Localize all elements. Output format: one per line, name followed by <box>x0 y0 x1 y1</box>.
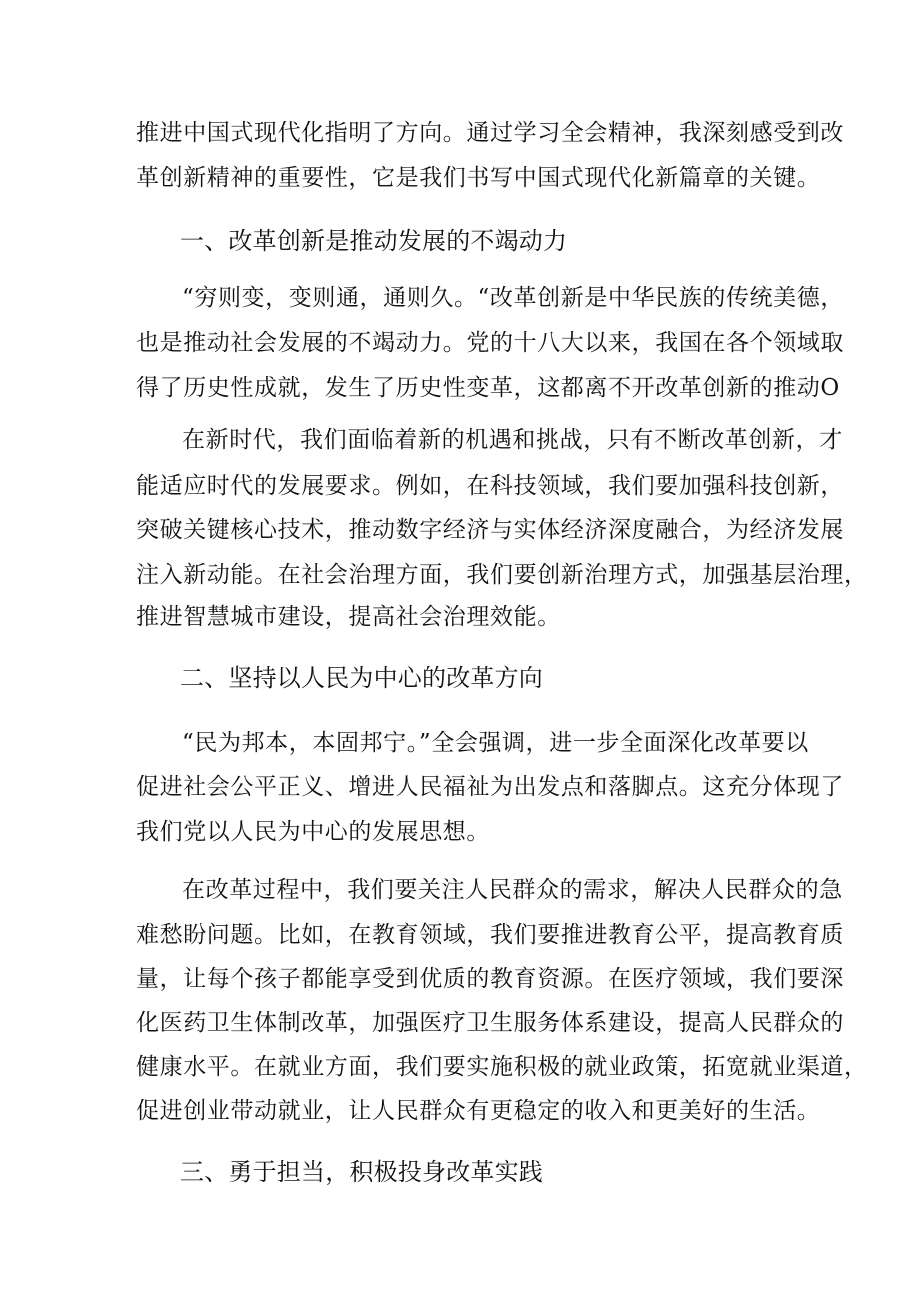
paragraph-line: “穷则变，变则通，通则久。“改革创新是中华民族的传统美德， <box>182 285 844 311</box>
paragraph-line: 在改革过程中，我们要关注人民群众的需求，解决人民群众的急 <box>182 877 843 903</box>
section-heading: 二、坚持以人民为中心的改革方向 <box>180 664 543 692</box>
paragraph-line: 促进创业带动就业，让人民群众有更稳定的收入和更美好的生活。 <box>136 1098 821 1124</box>
paragraph-line: 促进社会公平正义、增进人民福祉为出发点和落脚点。这充分体现了 <box>136 774 844 800</box>
paragraph-line: 也是推动社会发展的不竭动力。党的十八大以来，我国在各个领域取 <box>136 330 844 356</box>
paragraph-line: 健康水平。在就业方面，我们要实施积极的就业政策，拓宽就业渠道， <box>136 1054 868 1080</box>
paragraph-line: 化医药卫生体制改革，加强医疗卫生服务体系建设，提高人民群众的 <box>136 1010 844 1036</box>
intro-line: 革创新精神的重要性，它是我们书写中国式现代化新篇章的关键。 <box>136 165 821 191</box>
paragraph-line: 能适应时代的发展要求。例如，在科技领域，我们要加强科技创新， <box>136 473 844 499</box>
paragraph-line: 我们党以人民为中心的发展思想。 <box>136 819 490 845</box>
section-heading: 一、改革创新是推动发展的不竭动力 <box>180 227 568 255</box>
paragraph-line: 难愁盼问题。比如，在教育领域，我们要推进教育公平，提高教育质 <box>136 922 844 948</box>
paragraph-line: 注入新动能。在社会治理方面，我们要创新治理方式，加强基层治理， <box>136 562 868 588</box>
paragraph-line: “民为邦本，本固邦宁。”全会强调，进一步全面深化改革要以 <box>182 730 809 756</box>
section-heading: 三、勇于担当，积极投身改革实践 <box>180 1158 543 1186</box>
intro-line: 推进中国式现代化指明了方向。通过学习全会精神，我深刻感受到改 <box>136 120 844 146</box>
paragraph-line: 量，让每个孩子都能享受到优质的教育资源。在医疗领域，我们要深 <box>136 966 844 992</box>
paragraph-line: 推进智慧城市建设，提高社会治理效能。 <box>136 604 561 630</box>
paragraph-line: 在新时代，我们面临着新的机遇和挑战，只有不断改革创新，才 <box>182 427 843 453</box>
paragraph-line: 突破关键核心技术，推动数字经济与实体经济深度融合，为经济发展 <box>136 517 844 543</box>
paragraph-line: 得了历史性成就，发生了历史性变革，这都离不开改革创新的推动O <box>136 375 840 401</box>
